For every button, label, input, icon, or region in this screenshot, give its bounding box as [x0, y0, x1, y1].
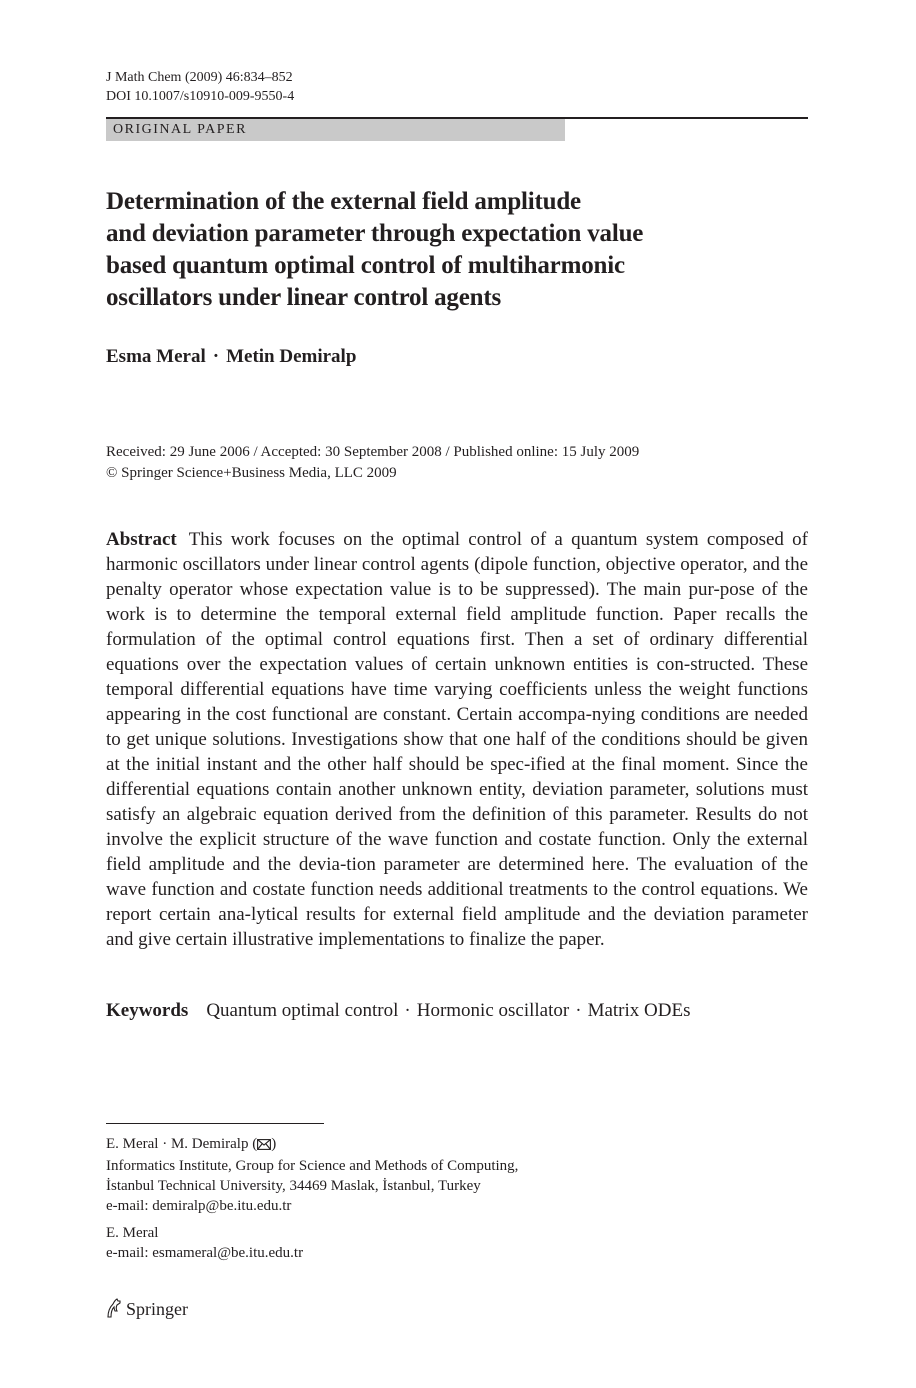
keyword-separator: · [404, 1000, 411, 1021]
email-demiralp: e-mail: demiralp@be.itu.edu.tr [106, 1198, 292, 1214]
second-author-footnote [106, 1223, 303, 1263]
author-list [106, 346, 356, 368]
doi: DOI 10.1007/s10910-009-9550-4 [106, 89, 295, 104]
received-dates: Received: 29 June 2006 / Accepted: 30 September 2008 / Published online: 15 July 2009 [106, 444, 640, 460]
abstract-label: Abstract [106, 529, 177, 550]
keyword: Quantum optimal control [206, 1000, 399, 1021]
journal-info [106, 68, 294, 106]
author-separator: · [212, 346, 220, 367]
author-name: Esma Meral [106, 346, 206, 367]
envelope-icon [257, 1136, 271, 1156]
keyword-separator: · [575, 1000, 582, 1021]
keywords-label: Keywords [106, 1000, 189, 1021]
paper-title [106, 186, 746, 314]
publisher-name: Springer [126, 1299, 188, 1319]
keyword: Matrix ODEs [587, 1000, 691, 1021]
affiliation-line: İstanbul Technical University, 34469 Maslak, İstanbul, Turkey [106, 1178, 481, 1194]
footnote-authors-text: E. Meral · M. Demiralp ( [106, 1136, 258, 1152]
springer-horse-icon [106, 1298, 122, 1318]
footnote-authors-close: ) [271, 1136, 277, 1152]
title-line: based quantum optimal control of multiharmonic [106, 252, 625, 279]
footnote-authors [106, 1134, 518, 1156]
title-line: oscillators under linear control agents [106, 284, 501, 311]
publication-history [106, 442, 639, 484]
email-meral: e-mail: esmameral@be.itu.edu.tr [106, 1245, 304, 1261]
article-type-banner: ORIGINAL PAPER [106, 119, 565, 141]
publisher-logo [106, 1298, 188, 1320]
title-line: Determination of the external field amplitude [106, 188, 581, 215]
keywords [106, 1000, 690, 1022]
journal-citation: J Math Chem (2009) 46:834–852 [106, 70, 293, 85]
copyright: © Springer Science+Business Media, LLC 2009 [106, 465, 397, 481]
author-affiliation-footnote [106, 1134, 518, 1216]
keyword: Hormonic oscillator [416, 1000, 570, 1021]
affiliation-line: Informatics Institute, Group for Science and Methods of Computing, [106, 1158, 519, 1174]
footnote-author-name: E. Meral [106, 1225, 159, 1241]
author-name: Metin Demiralp [226, 346, 357, 367]
abstract-text: This work focuses on the optimal control of a quantum system composed of harmonic oscillators under linear control agents (dipole function, objective operator, and the penalty operator whose expectation value is to be suppressed). The main pur-pose of the work is to determine the temporal external field amplitude function. Paper recalls the formulation of the optimal control equations first. Then a set of ordinary differential equations over the expectation values of certain unknown entities is con-structed. These temporal differential equations have time varying coefficients unless the weight functions appearing in the cost functional are constant. Certain accompa-nying conditions are needed to get unique solutions. Investigations show that one half of the conditions should be given at the initial instant and the other half should be spec-ified at the final moment. Since the differential equations contain another unknown entity, deviation parameter, solutions must satisfy an algebraic equation derived from the definition of this parameter. Results do not involve the explicit structure of the wave function and costate function. Only the external field amplitude and the devia-tion parameter are determined here. The evaluation of the wave function and costate function needs additional treatments to the control equations. We report certain ana-lytical results for external field amplitude and the deviation parameter and give certain illustrative implementations to finalize the paper. [106, 529, 808, 950]
title-line: and deviation parameter through expectation value [106, 220, 644, 247]
footnote-rule [106, 1123, 324, 1124]
abstract [106, 527, 808, 952]
